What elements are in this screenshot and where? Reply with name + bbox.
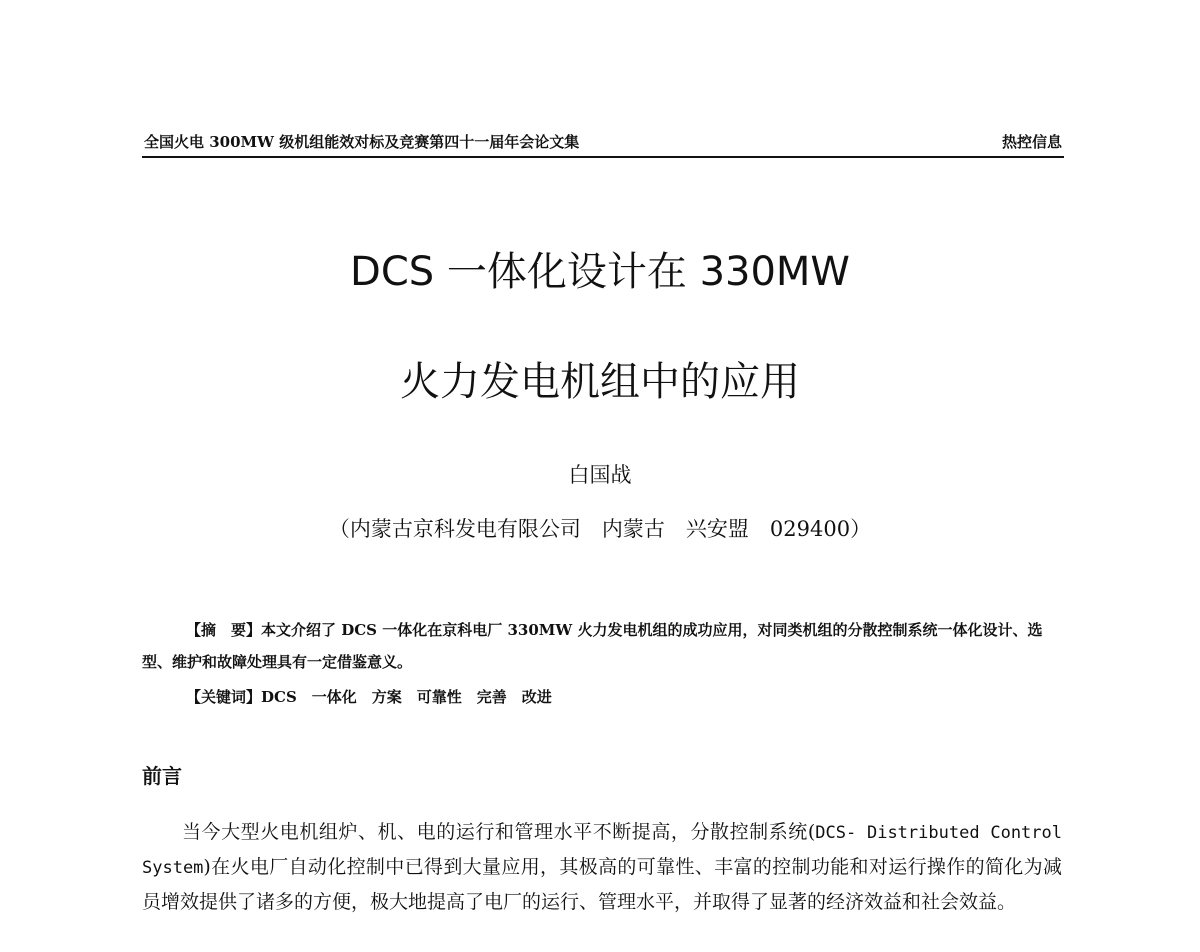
paper-title-line-1: DCS 一体化设计在 330MW (350, 249, 850, 295)
body-text-part-1: 当今大型火电机组炉、机、电的运行和管理水平不断提高，分散控制系统( (182, 821, 816, 843)
keywords-label: 【关键词】 (186, 688, 262, 706)
abstract-label: 【摘 要】 (186, 621, 262, 639)
running-header-right: 热控信息 (1001, 133, 1062, 151)
running-header-left: 全国火电 300MW 级机组能效对标及竞赛第四十一届年会论文集 (144, 133, 580, 151)
author-name: 白国战 (568, 463, 632, 487)
body-paragraph (142, 815, 1062, 919)
running-header (142, 128, 1064, 158)
author-affiliation: （内蒙古京科发电有限公司 内蒙古 兴安盟 029400） (328, 517, 872, 541)
abstract (142, 614, 1062, 678)
keywords (186, 686, 552, 707)
body-text-dcs-term: DCS- Distributed Control System (142, 823, 1063, 878)
body-text-part-2: )在火电厂自动化控制中已得到大量应用，其极高的可靠性、丰富的控制功能和对运行操作的简化为减员增效提供了诸多的方便，极大地提高了电厂的运行、管理水平，并取得了显著的经济效益和社会效益。 (142, 856, 1062, 913)
section-heading-preface: 前言 (142, 764, 182, 788)
paper-title-line-2: 火力发电机组中的应用 (400, 359, 800, 405)
abstract-text: 本文介绍了 DCS 一体化在京科电厂 330MW 火力发电机组的成功应用，对同类机组的分散控制系统一体化设计、选型、维护和故障处理具有一定借鉴意义。 (142, 621, 1043, 671)
keywords-text: DCS 一体化 方案 可靠性 完善 改进 (261, 688, 552, 706)
